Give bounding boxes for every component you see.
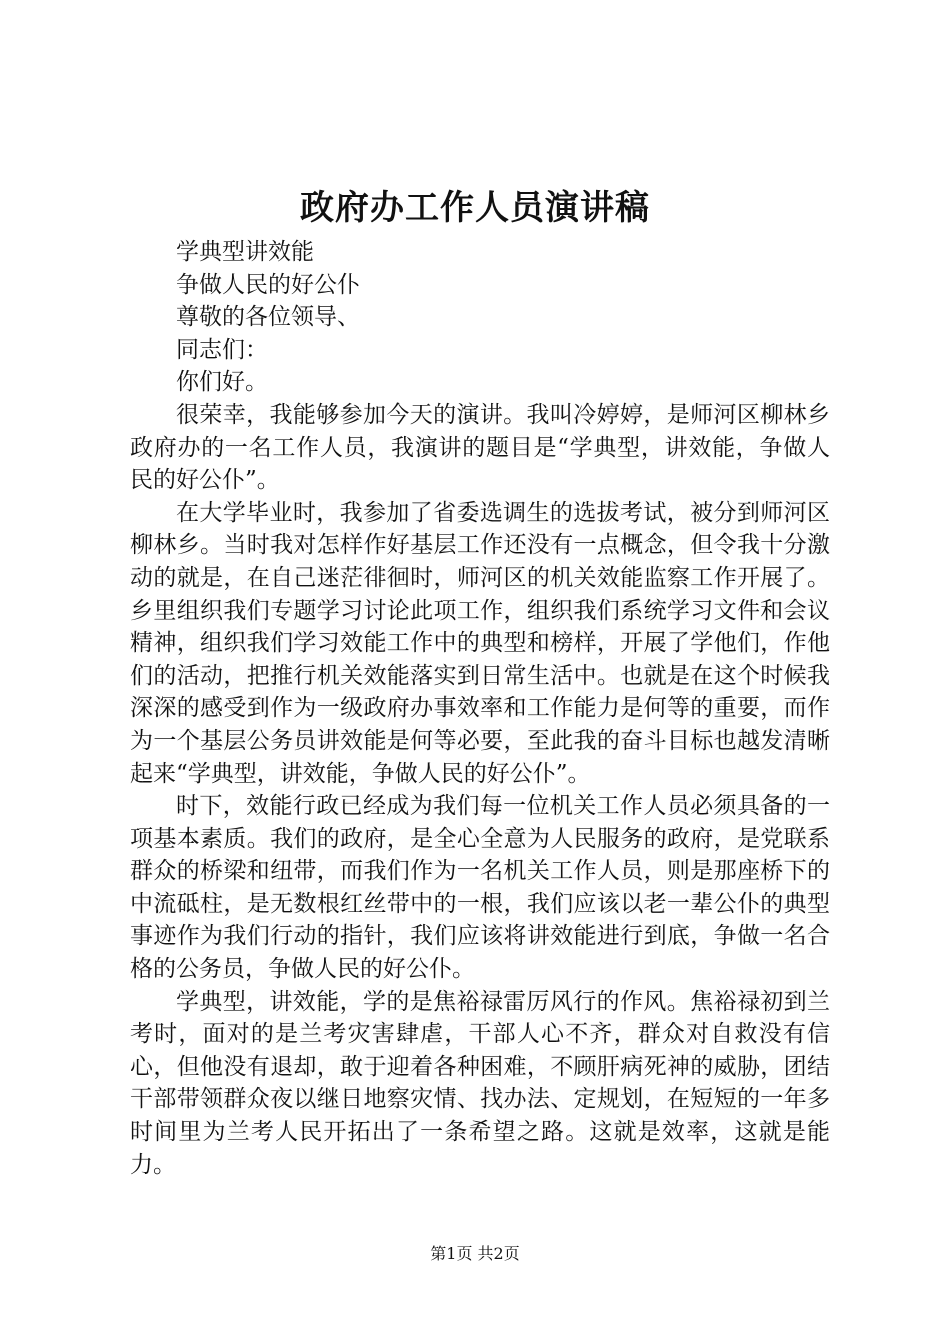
opening-line-subtitle-1: 学典型讲效能 <box>176 239 314 265</box>
document-title: 政府办工作人员演讲稿 <box>300 188 650 228</box>
opening-line-salutation-2: 同志们： <box>176 336 268 363</box>
body-paragraph-1: 很荣幸，我能够参加今天的演讲。我叫冷婷婷，是师河区柳林乡政府办的一名工作人员，我演讲的题目是“学典型，讲效能，争做人民的好公仆”。 <box>130 401 830 494</box>
body-paragraph-2: 在大学毕业时，我参加了省委选调生的选拔考试，被分到师河区柳林乡。当时我对怎样作好基层工作还没有一点概念，但令我十分激动的就是，在自己迷茫徘徊时，师河区的机关效能监察工作开展了。乡里组织我们专题学习讨论此项工作，组织我们系统学习文件和会议精神，组织我们学习效能工作中的典型和榜样，开展了学他们，作他们的活动，把推行机关效能落实到日常生活中。也就是在这个时候我深深的感受到作为一级政府办事效率和工作能力是何等的重要，而作为一个基层公务员讲效能是何等必要，至此我的奋斗目标也越发清晰起来“学典型，讲效能，争做人民的好公仆”。 <box>130 499 830 787</box>
page-number-footer: 第1页 共2页 <box>430 1244 520 1263</box>
body-paragraph-3: 时下，效能行政已经成为我们每一位机关工作人员必须具备的一项基本素质。我们的政府，是全心全意为人民服务的政府，是党联系群众的桥梁和纽带，而我们作为一名机关工作人员，则是那座桥下的中流砥柱，是无数根红丝带中的一根，我们应该以老一辈公仆的典型事迹作为我们行动的指针，我们应该将讲效能进行到底，争做一名合格的公务员，争做人民的好公仆。 <box>130 793 830 983</box>
opening-line-subtitle-2: 争做人民的好公仆 <box>176 271 360 298</box>
opening-line-salutation-1: 尊敬的各位领导、 <box>176 304 360 331</box>
opening-line-greeting: 你们好。 <box>176 369 268 396</box>
document-body <box>130 236 830 1181</box>
body-paragraph-4: 学典型，讲效能，学的是焦裕禄雷厉风行的作风。焦裕禄初到兰考时，面对的是兰考灾害肆虐，干部人心不齐，群众对自救没有信心，但他没有退却，敢于迎着各种困难，不顾肝病死神的威胁，团结干部带领群众夜以继日地察灾情、找办法、定规划，在短短的一年多时间里为兰考人民开拓出了一条希望之路。这就是效率，这就是能力。 <box>130 988 830 1178</box>
